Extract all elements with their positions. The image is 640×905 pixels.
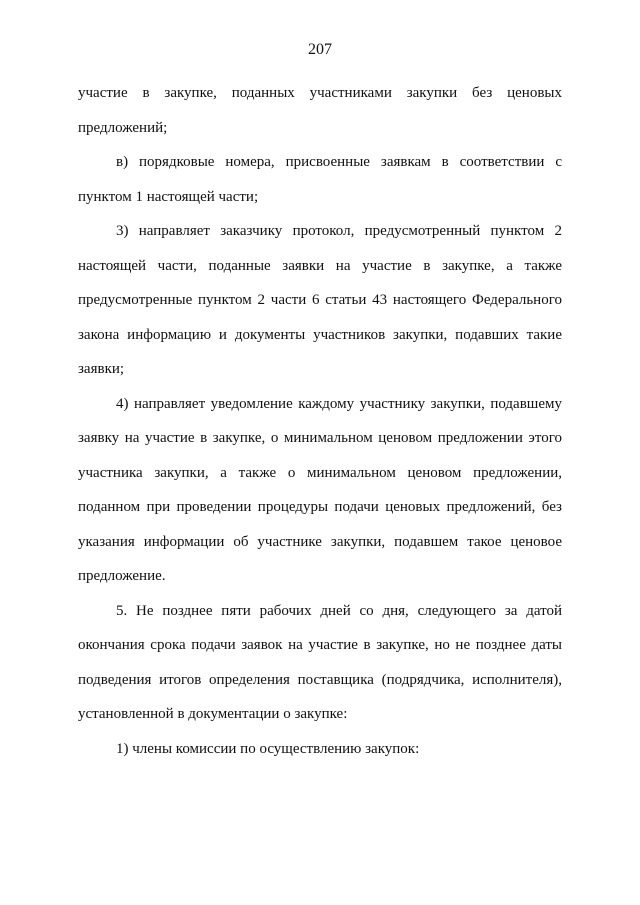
- paragraph-item-3: 3) направляет заказчику протокол, предусмотренный пунктом 2 настоящей части, поданные заявки на участие в закупке, а также предусмотренные пунктом 2 части 6 статьи 43 настоящего Федерального закона информацию и документы участников закупки, подавших такие заявки;: [78, 223, 562, 377]
- page-number: 207: [308, 41, 332, 58]
- document-body: [78, 76, 562, 766]
- paragraph-item-1: 1) члены комиссии по осуществлению закупок:: [116, 740, 420, 757]
- paragraph-item-4: 4) направляет уведомление каждому участнику закупки, подавшему заявку на участие в закупке, о минимальном ценовом предложении этого участника закупки, а также о минимальном ценовом предложении, поданном при проведении процедуры подачи ценовых предложений, без указания информации об участнике закупки, подавшем такое ценовое предложение.: [78, 395, 562, 584]
- paragraph-section-5: 5. Не позднее пяти рабочих дней со дня, следующего за датой окончания срока подачи заявок на участие в закупке, но не позднее даты подведения итогов определения поставщика (подрядчика, исполнителя), установленной в документации о закупке:: [78, 602, 562, 722]
- paragraph-item-v: в) порядковые номера, присвоенные заявкам в соответствии с пунктом 1 настоящей части;: [78, 154, 562, 205]
- paragraph-continuation: участие в закупке, поданных участниками закупки без ценовых предложений;: [78, 85, 562, 136]
